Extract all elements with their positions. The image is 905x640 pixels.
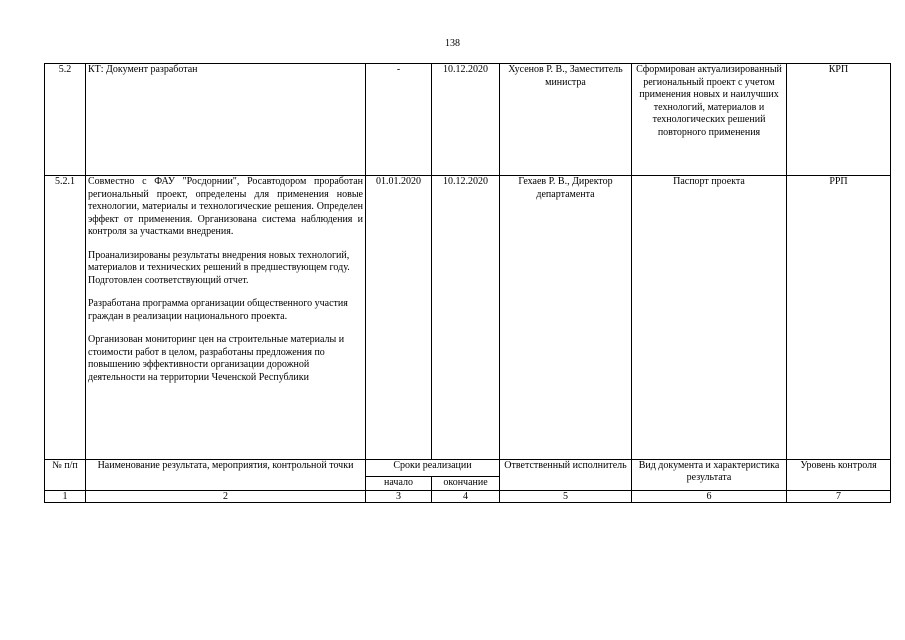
column-number: 2	[86, 491, 366, 503]
row-number: 5.2.1	[45, 176, 86, 460]
row-start-date: 01.01.2020	[366, 176, 432, 460]
row-end-date: 10.12.2020	[432, 176, 500, 460]
plan-table	[44, 63, 891, 503]
table-row	[45, 64, 891, 176]
header-end: окончание	[432, 477, 500, 491]
row-responsible: Гехаев Р. В., Директор департамента	[500, 176, 632, 460]
header-control-level: Уровень контроля	[787, 460, 891, 491]
row-name	[86, 64, 366, 176]
row-document: Паспорт проекта	[632, 176, 787, 460]
row-name-paragraph: Проанализированы результаты внедрения новых технологий, материалов и технических решений в предшествующем году. Подготовлен соответствующий отчет.	[88, 249, 350, 286]
row-control-level: РРП	[787, 176, 891, 460]
row-name-paragraph: Совместно с ФАУ "Росдорнии", Росавтодором проработан региональный проект, определены для применения новые технологии, материалы и технологические решения. Определен эффект от применения. Организована система наблюдения и контроля за участками внедрения.	[88, 176, 363, 237]
header-number: № п/п	[45, 460, 86, 491]
column-number: 7	[787, 491, 891, 503]
column-number: 1	[45, 491, 86, 503]
row-control-level: КРП	[787, 64, 891, 176]
header-start: начало	[366, 477, 432, 491]
row-name-text: КТ: Документ разработан	[88, 64, 198, 75]
table-row	[45, 176, 891, 460]
row-responsible: Хусенов Р. В., Заместитель министра	[500, 64, 632, 176]
row-number: 5.2	[45, 64, 86, 176]
row-end-date: 10.12.2020	[432, 64, 500, 176]
row-start-date: -	[366, 64, 432, 176]
header-row	[45, 460, 891, 477]
row-name-paragraph: Разработана программа организации общественного участия граждан в реализации национального проекта.	[88, 298, 348, 322]
page-number: 138	[445, 38, 460, 49]
column-number: 3	[366, 491, 432, 503]
header-document: Вид документа и характеристика результата	[632, 460, 787, 491]
header-terms: Сроки реализации	[366, 460, 500, 477]
column-number: 4	[432, 491, 500, 503]
row-document: Сформирован актуализированный региональный проект с учетом применения новых и наилучших технологий, материалов и технологических решений повторного применения	[632, 64, 787, 176]
column-number: 6	[632, 491, 787, 503]
row-name-paragraph: Организован мониторинг цен на строительные материалы и стоимости работ в целом, разработаны предложения по повышению эффективности организации дорожной деятельности на территории Чеченской Республики	[88, 334, 345, 383]
column-numbers-row	[45, 491, 891, 503]
header-responsible: Ответственный исполнитель	[500, 460, 632, 491]
header-name: Наименование результата, мероприятия, контрольной точки	[86, 460, 366, 491]
row-name	[86, 176, 366, 460]
column-number: 5	[500, 491, 632, 503]
